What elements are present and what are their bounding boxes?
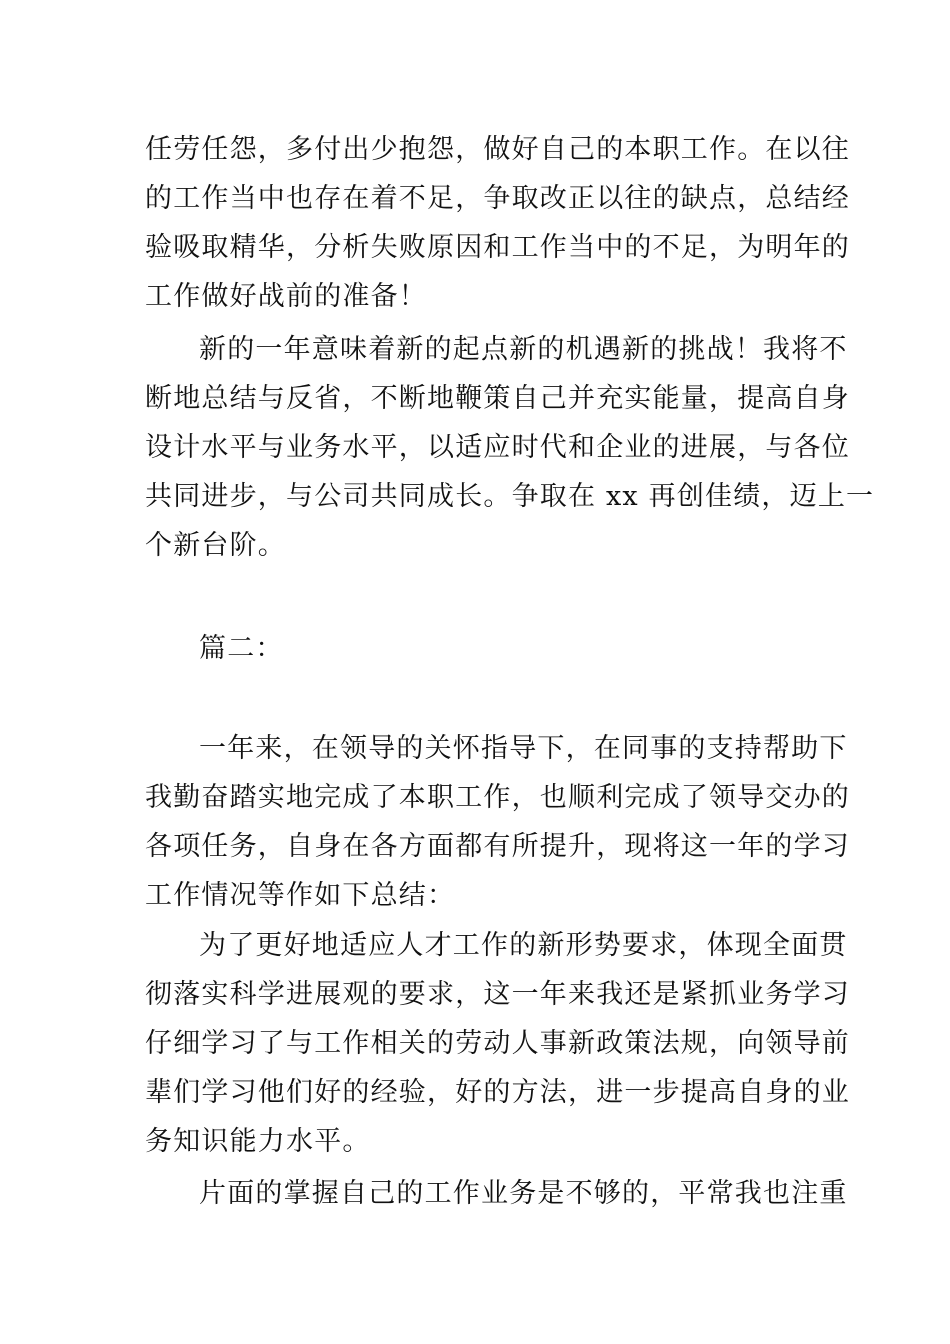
paragraph-line: 共同进步，与公司共同成长。争取在 xx 再创佳绩，迈上一 (145, 481, 875, 512)
paragraph-line: 断地总结与反省，不断地鞭策自己并充实能量，提高自身 (145, 383, 850, 414)
paragraph-line: 片面的掌握自己的工作业务是不够的，平常我也注重 (199, 1178, 848, 1209)
section-heading: 篇二： (199, 633, 284, 664)
paragraph-line: 新的一年意味着新的起点新的机遇新的挑战！我将不 (199, 334, 848, 365)
paragraph-line: 验吸取精华，分析失败原因和工作当中的不足，为明年的 (145, 232, 850, 263)
paragraph-line: 工作做好战前的准备！ (145, 281, 427, 312)
paragraph-line: 我勤奋踏实地完成了本职工作，也顺利完成了领导交办的 (145, 782, 850, 813)
paragraph-line: 务知识能力水平。 (145, 1126, 371, 1157)
paragraph-3 (145, 724, 850, 920)
paragraph-4 (145, 921, 850, 1166)
paragraph-line: 仔细学习了与工作相关的劳动人事新政策法规，向领导前 (145, 1028, 850, 1059)
paragraph-1 (145, 125, 850, 321)
paragraph-line: 设计水平与业务水平，以适应时代和企业的进展，与各位 (145, 432, 850, 463)
paragraph-line: 的工作当中也存在着不足，争取改正以往的缺点，总结经 (145, 183, 850, 214)
paragraph-line: 任劳任怨，多付出少抱怨，做好自己的本职工作。在以往 (145, 134, 850, 165)
paragraph-line: 一年来，在领导的关怀指导下，在同事的支持帮助下 (199, 733, 848, 764)
paragraph-line: 彻落实科学进展观的要求，这一年来我还是紧抓业务学习 (145, 979, 850, 1010)
paragraph-line: 个新台阶。 (145, 530, 286, 561)
paragraph-line: 工作情况等作如下总结： (145, 880, 456, 911)
paragraph-line: 各项任务，自身在各方面都有所提升，现将这一年的学习 (145, 831, 850, 862)
paragraph-5 (145, 1169, 848, 1218)
paragraph-2 (145, 325, 875, 570)
paragraph-line: 为了更好地适应人才工作的新形势要求，体现全面贯 (199, 930, 848, 961)
paragraph-line: 辈们学习他们好的经验，好的方法，进一步提高自身的业 (145, 1077, 850, 1108)
